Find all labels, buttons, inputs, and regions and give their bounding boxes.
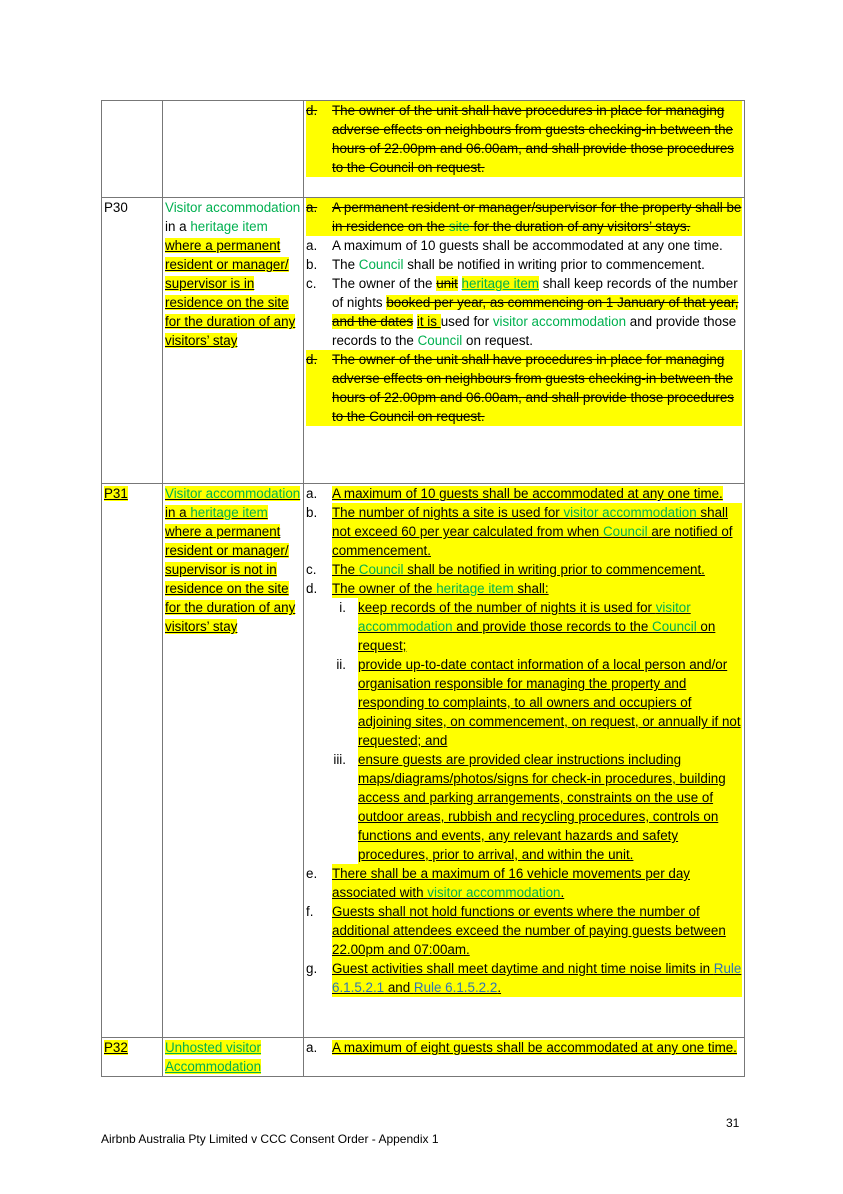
rule-link[interactable]: Rule 6.1.5.2.2	[413, 980, 498, 995]
list-item: c. The owner of the unit heritage item shall keep records of the number of nights booked per year, as commencing on 1 January of that year, and the dates it is used for visitor accommodation and provide those records to the Council on request.	[306, 276, 739, 348]
table-row	[102, 484, 745, 1038]
activity-cell: Unhosted visitor Accommodation	[163, 1038, 304, 1077]
list-item: ii. provide up-to-date contact information of a local person and/or organisation responsible for managing the property and responding to complaints, to all owners and occupiers of adjoining sites, on commencement, on request, or annually if not requested; and	[336, 657, 741, 748]
rule-link[interactable]: Rule 6.1.5.2.1	[332, 961, 742, 995]
list-item: a. A permanent resident or manager/supervisor for the property shall be in residence on the site for the duration of any visitors’ stays.	[306, 200, 742, 234]
standards-cell	[304, 101, 745, 198]
ref-cell: P32	[102, 1038, 163, 1077]
list-item: iii. ensure guests are provided clear instructions including maps/diagrams/photos/signs for check-in procedures, building access and parking arrangements, constraints on the use of outdoor areas, rubbish and recycling procedures, controls on functions and events, any relevant hazards and safety procedures, prior to arrival, and within the unit.	[306, 750, 742, 864]
standards-cell	[304, 1038, 745, 1077]
list-item: a. A maximum of eight guests shall be accommodated at any one time.	[306, 1040, 737, 1055]
list-item: a. A maximum of 10 guests shall be accommodated at any one time.	[306, 486, 723, 501]
list-item: d. The owner of the unit shall have procedures in place for managing adverse effects on neighbours from guests checking-in between the hours of 22.00pm and 06.00am, and shall provide those procedures to the Council on request.	[306, 350, 742, 426]
table-row	[102, 198, 745, 484]
standards-cell	[304, 484, 745, 1038]
list-item: b. The Council shall be notified in writing prior to commencement.	[306, 257, 705, 272]
activity-cell: Visitor accommodation in a heritage item where a permanent resident or manager/ supervisor is in residence on the site for the duration of any visitors’ stay	[163, 198, 304, 484]
list-item: a. A maximum of 10 guests shall be accommodated at any one time.	[306, 238, 723, 253]
rules-table	[101, 100, 745, 1077]
list-item: c. The Council shall be notified in writing prior to commencement.	[306, 560, 742, 579]
ref-cell	[102, 101, 163, 198]
list-item: d. The owner of the unit shall have procedures in place for managing adverse effects on neighbours from guests checking-in between the hours of 22.00pm and 06.00am, and shall provide those procedures to the Council on request.	[306, 101, 742, 177]
list-item: i. keep records of the number of nights it is used for visitor accommodation and provide those records to the Council on request;	[306, 598, 742, 655]
page-number: 31	[726, 1116, 740, 1130]
table-row	[102, 1038, 745, 1077]
footer: Airbnb Australia Pty Limited v CCC Consent Order - Appendix 1	[101, 1132, 439, 1146]
ref-cell: P31	[102, 484, 163, 1038]
table-row	[102, 101, 745, 198]
list-item: b. The number of nights a site is used for visitor accommodation shall not exceed 60 per year calculated from when Council are notified of commencement.	[306, 503, 742, 560]
list-item: d. The owner of the heritage item shall:	[306, 579, 742, 598]
list-item: e. There shall be a maximum of 16 vehicle movements per day associated with visitor accommodation.	[306, 864, 742, 902]
list-item: f. Guests shall not hold functions or events where the number of additional attendees exceed the number of paying guests between 22.00pm and 07:00am.	[306, 902, 742, 959]
standards-cell	[304, 198, 745, 484]
activity-cell	[163, 101, 304, 198]
list-item: g. Guest activities shall meet daytime and night time noise limits in Rule 6.1.5.2.1 and Rule 6.1.5.2.2.	[306, 961, 742, 995]
ref-cell: P30	[102, 198, 163, 484]
activity-cell: Visitor accommodation in a heritage item where a permanent resident or manager/ supervisor is not in residence on the site for the duration of any visitors’ stay	[163, 484, 304, 1038]
